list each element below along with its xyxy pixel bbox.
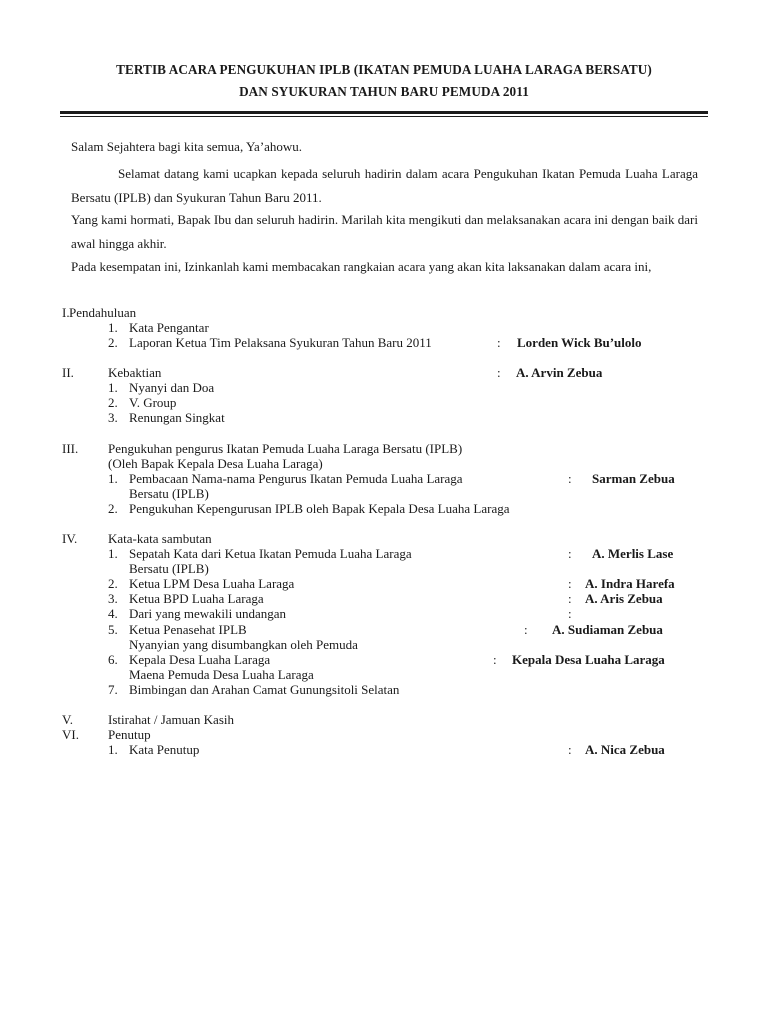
intro-paragraph: Selamat datang kami ucapkan kepada seluruh hadirin dalam acara Pengukuhan Ikatan Pemuda Luaha Laraga Bersatu (IPLB) dan Syukuran Tahun Baru 2011. xyxy=(71,166,698,205)
item-number: 1. xyxy=(108,742,118,757)
item-text: Ketua Penasehat IPLB xyxy=(129,622,247,637)
item-number: 6. xyxy=(108,652,118,667)
section-numeral: III. xyxy=(62,441,79,456)
colon-separator: : xyxy=(568,591,572,606)
occasion-paragraph: Pada kesempatan ini, Izinkanlah kami membacakan rangkaian acara yang akan kita laksanakan dalam acara ini, xyxy=(71,259,652,274)
item-text: Ketua LPM Desa Luaha Laraga xyxy=(129,576,295,591)
performer-name: A. Sudiaman Zebua xyxy=(552,622,663,637)
item-text: Kata Pengantar xyxy=(129,320,209,335)
document-title-line-2: DAN SYUKURAN TAHUN BARU PEMUDA 2011 xyxy=(239,84,529,99)
item-text: Laporan Ketua Tim Pelaksana Syukuran Tahun Baru 2011 xyxy=(129,335,432,350)
item-text: Pembacaan Nama-nama Pengurus Ikatan Pemuda Luaha Laraga xyxy=(129,471,463,486)
item-text: Kata Penutup xyxy=(129,742,200,757)
item-number: 3. xyxy=(108,410,118,425)
item-text-continued: Nyanyian yang disumbangkan oleh Pemuda xyxy=(129,637,358,652)
title-rule-thick xyxy=(60,111,708,114)
item-number: 2. xyxy=(108,395,118,410)
section-subtitle: (Oleh Bapak Kepala Desa Luaha Laraga) xyxy=(108,456,323,471)
item-text: Dari yang mewakili undangan xyxy=(129,606,287,621)
item-number: 1. xyxy=(108,471,118,486)
performer-name: Sarman Zebua xyxy=(592,471,675,486)
performer-name: A. Indra Harefa xyxy=(585,576,675,591)
respect-paragraph: Yang kami hormati, Bapak Ibu dan seluruh hadirin. Marilah kita mengikuti dan melaksanakan acara ini dengan baik dari awal hingga akhir. xyxy=(71,212,698,251)
item-number: 2. xyxy=(108,576,118,591)
section-title: Kebaktian xyxy=(108,365,162,380)
section-numeral: I. xyxy=(62,305,70,320)
item-number: 3. xyxy=(108,591,118,606)
performer-name: Kepala Desa Luaha Laraga xyxy=(512,652,665,667)
colon-separator: : xyxy=(568,606,572,621)
item-text: Bimbingan dan Arahan Camat Gunungsitoli Selatan xyxy=(129,682,400,697)
item-number: 7. xyxy=(108,682,118,697)
item-number: 1. xyxy=(108,546,118,561)
title-rule-thin xyxy=(60,116,708,117)
colon-separator: : xyxy=(497,365,501,380)
performer-name: A. Aris Zebua xyxy=(585,591,663,606)
colon-separator: : xyxy=(568,546,572,561)
section-numeral: VI. xyxy=(62,727,79,742)
document-title-line-1: TERTIB ACARA PENGUKUHAN IPLB (IKATAN PEMUDA LUAHA LARAGA BERSATU) xyxy=(116,62,652,77)
item-text: Nyanyi dan Doa xyxy=(129,380,215,395)
section-title: Pengukuhan pengurus Ikatan Pemuda Luaha Laraga Bersatu (IPLB) xyxy=(108,441,463,456)
section-title: Istirahat / Jamuan Kasih xyxy=(108,712,234,727)
section-numeral: V. xyxy=(62,712,73,727)
item-number: 5. xyxy=(108,622,118,637)
performer-name: Lorden Wick Bu’ulolo xyxy=(517,335,642,350)
item-text-continued: Bersatu (IPLB) xyxy=(129,561,209,576)
item-text: Ketua BPD Luaha Laraga xyxy=(129,591,264,606)
performer-name: A. Arvin Zebua xyxy=(516,365,603,380)
item-number: 4. xyxy=(108,606,118,621)
section-title: Penutup xyxy=(108,727,151,742)
performer-name: A. Nica Zebua xyxy=(585,742,665,757)
item-number: 2. xyxy=(108,501,118,516)
colon-separator: : xyxy=(568,742,572,757)
item-number: 1. xyxy=(108,380,118,395)
section-numeral: II. xyxy=(62,365,74,380)
colon-separator: : xyxy=(568,471,572,486)
section-numeral: IV. xyxy=(62,531,78,546)
item-text: Kepala Desa Luaha Laraga xyxy=(129,652,271,667)
section-title: Pendahuluan xyxy=(69,305,137,320)
item-text: Renungan Singkat xyxy=(129,410,225,425)
colon-separator: : xyxy=(524,622,528,637)
item-text-continued: Maena Pemuda Desa Luaha Laraga xyxy=(129,667,314,682)
section-title: Kata-kata sambutan xyxy=(108,531,212,546)
colon-separator: : xyxy=(493,652,497,667)
item-text: V. Group xyxy=(129,395,177,410)
item-text-continued: Bersatu (IPLB) xyxy=(129,486,209,501)
item-text: Pengukuhan Kepengurusan IPLB oleh Bapak Kepala Desa Luaha Laraga xyxy=(129,501,510,516)
item-number: 1. xyxy=(108,320,118,335)
performer-name: A. Merlis Lase xyxy=(592,546,674,561)
item-number: 2. xyxy=(108,335,118,350)
greeting-paragraph: Salam Sejahtera bagi kita semua, Ya’ahowu. xyxy=(71,139,303,154)
colon-separator: : xyxy=(497,335,501,350)
colon-separator: : xyxy=(568,576,572,591)
item-text: Sepatah Kata dari Ketua Ikatan Pemuda Luaha Laraga xyxy=(129,546,412,561)
